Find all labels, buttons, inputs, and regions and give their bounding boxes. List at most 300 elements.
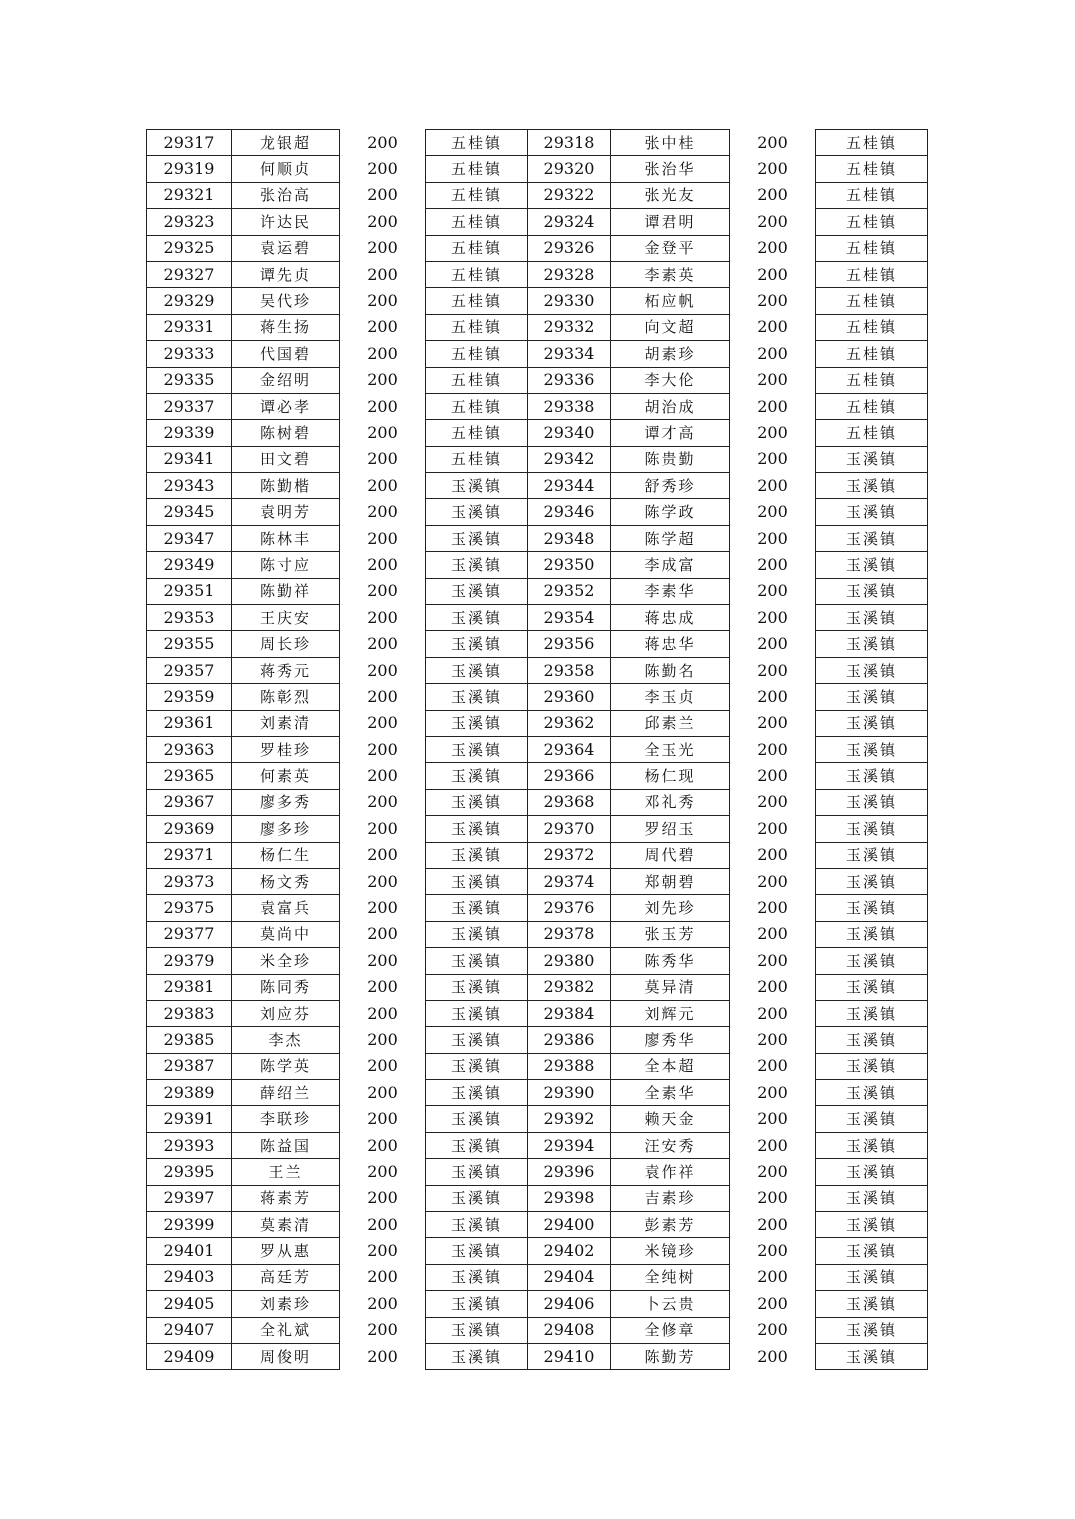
record-number-cell: 29398 [528, 1185, 611, 1211]
person-name-cell: 全礼斌 [232, 1317, 340, 1343]
person-name-cell: 米镜珍 [611, 1238, 730, 1264]
township-cell: 玉溪镇 [426, 552, 528, 578]
township-cell: 玉溪镇 [426, 1159, 528, 1185]
person-name-cell: 赖天金 [611, 1106, 730, 1132]
township-cell: 玉溪镇 [816, 499, 928, 525]
township-cell: 玉溪镇 [816, 895, 928, 921]
person-name-cell: 向文超 [611, 314, 730, 340]
record-number-cell: 29344 [528, 473, 611, 499]
record-number-cell: 29399 [147, 1212, 232, 1238]
township-cell: 玉溪镇 [816, 842, 928, 868]
amount-cell: 200 [730, 736, 816, 762]
table-row [147, 1317, 928, 1343]
township-cell: 玉溪镇 [426, 684, 528, 710]
township-cell: 五桂镇 [426, 130, 528, 156]
amount-cell: 200 [730, 657, 816, 683]
table-row [147, 816, 928, 842]
record-number-cell: 29360 [528, 684, 611, 710]
person-name-cell: 杨仁现 [611, 763, 730, 789]
person-name-cell: 罗从惠 [232, 1238, 340, 1264]
record-number-cell: 29349 [147, 552, 232, 578]
amount-cell: 200 [340, 261, 426, 287]
amount-cell: 200 [340, 288, 426, 314]
person-name-cell: 袁作祥 [611, 1159, 730, 1185]
amount-cell: 200 [730, 1027, 816, 1053]
record-number-cell: 29350 [528, 552, 611, 578]
record-number-cell: 29407 [147, 1317, 232, 1343]
township-cell: 五桂镇 [426, 182, 528, 208]
record-number-cell: 29338 [528, 393, 611, 419]
township-cell: 玉溪镇 [816, 605, 928, 631]
person-name-cell: 李成富 [611, 552, 730, 578]
township-cell: 玉溪镇 [816, 948, 928, 974]
record-number-cell: 29372 [528, 842, 611, 868]
record-number-cell: 29408 [528, 1317, 611, 1343]
person-name-cell: 金绍明 [232, 367, 340, 393]
amount-cell: 200 [340, 499, 426, 525]
amount-cell: 200 [730, 763, 816, 789]
table-row [147, 261, 928, 287]
township-cell: 玉溪镇 [816, 1238, 928, 1264]
township-cell: 玉溪镇 [816, 1264, 928, 1290]
township-cell: 玉溪镇 [816, 631, 928, 657]
record-number-cell: 29343 [147, 473, 232, 499]
amount-cell: 200 [730, 1264, 816, 1290]
record-number-cell: 29336 [528, 367, 611, 393]
record-number-cell: 29337 [147, 393, 232, 419]
amount-cell: 200 [730, 1291, 816, 1317]
amount-cell: 200 [730, 341, 816, 367]
record-number-cell: 29352 [528, 578, 611, 604]
table-row [147, 235, 928, 261]
record-number-cell: 29373 [147, 868, 232, 894]
township-cell: 玉溪镇 [426, 868, 528, 894]
record-number-cell: 29354 [528, 605, 611, 631]
record-number-cell: 29321 [147, 182, 232, 208]
record-number-cell: 29325 [147, 235, 232, 261]
township-cell: 五桂镇 [816, 288, 928, 314]
township-cell: 玉溪镇 [426, 1132, 528, 1158]
person-name-cell: 全素华 [611, 1080, 730, 1106]
township-cell: 玉溪镇 [816, 736, 928, 762]
person-name-cell: 蒋秀元 [232, 657, 340, 683]
table-row [147, 631, 928, 657]
person-name-cell: 廖秀华 [611, 1027, 730, 1053]
amount-cell: 200 [340, 816, 426, 842]
record-number-cell: 29330 [528, 288, 611, 314]
person-name-cell: 莫素清 [232, 1212, 340, 1238]
person-name-cell: 罗绍玉 [611, 816, 730, 842]
record-number-cell: 29340 [528, 420, 611, 446]
amount-cell: 200 [730, 1132, 816, 1158]
person-name-cell: 舒秀珍 [611, 473, 730, 499]
amount-cell: 200 [340, 578, 426, 604]
amount-cell: 200 [730, 1212, 816, 1238]
township-cell: 玉溪镇 [426, 1291, 528, 1317]
amount-cell: 200 [730, 209, 816, 235]
person-name-cell: 陈学超 [611, 525, 730, 551]
township-cell: 玉溪镇 [426, 1053, 528, 1079]
person-name-cell: 张玉芳 [611, 921, 730, 947]
township-cell: 玉溪镇 [816, 552, 928, 578]
record-number-cell: 29391 [147, 1106, 232, 1132]
person-name-cell: 廖多珍 [232, 816, 340, 842]
township-cell: 五桂镇 [426, 261, 528, 287]
record-number-cell: 29389 [147, 1080, 232, 1106]
amount-cell: 200 [730, 1343, 816, 1369]
amount-cell: 200 [730, 948, 816, 974]
township-cell: 玉溪镇 [426, 657, 528, 683]
person-name-cell: 李大伦 [611, 367, 730, 393]
amount-cell: 200 [730, 552, 816, 578]
record-number-cell: 29342 [528, 446, 611, 472]
person-name-cell: 罗桂珍 [232, 736, 340, 762]
person-name-cell: 蒋忠成 [611, 605, 730, 631]
township-cell: 五桂镇 [426, 446, 528, 472]
township-cell: 玉溪镇 [816, 1212, 928, 1238]
township-cell: 玉溪镇 [816, 868, 928, 894]
table-row [147, 868, 928, 894]
amount-cell: 200 [730, 393, 816, 419]
person-name-cell: 龙银超 [232, 130, 340, 156]
township-cell: 玉溪镇 [426, 605, 528, 631]
person-name-cell: 蒋忠华 [611, 631, 730, 657]
township-cell: 五桂镇 [816, 261, 928, 287]
person-name-cell: 陈勤祥 [232, 578, 340, 604]
amount-cell: 200 [730, 473, 816, 499]
record-number-cell: 29357 [147, 657, 232, 683]
person-name-cell: 王庆安 [232, 605, 340, 631]
person-name-cell: 谭先贞 [232, 261, 340, 287]
person-name-cell: 陈勤名 [611, 657, 730, 683]
township-cell: 玉溪镇 [426, 631, 528, 657]
township-cell: 玉溪镇 [816, 763, 928, 789]
person-name-cell: 杨仁生 [232, 842, 340, 868]
table-row [147, 684, 928, 710]
township-cell: 玉溪镇 [426, 763, 528, 789]
record-number-cell: 29374 [528, 868, 611, 894]
table-row [147, 1132, 928, 1158]
township-cell: 玉溪镇 [426, 974, 528, 1000]
amount-cell: 200 [340, 631, 426, 657]
person-name-cell: 陈树碧 [232, 420, 340, 446]
person-name-cell: 全玉光 [611, 736, 730, 762]
table-row [147, 1106, 928, 1132]
record-number-cell: 29369 [147, 816, 232, 842]
township-cell: 玉溪镇 [426, 1264, 528, 1290]
township-cell: 五桂镇 [426, 314, 528, 340]
table-row [147, 209, 928, 235]
amount-cell: 200 [340, 473, 426, 499]
amount-cell: 200 [730, 1106, 816, 1132]
amount-cell: 200 [730, 710, 816, 736]
table-row [147, 1027, 928, 1053]
record-number-cell: 29404 [528, 1264, 611, 1290]
record-number-cell: 29334 [528, 341, 611, 367]
township-cell: 玉溪镇 [426, 1212, 528, 1238]
record-number-cell: 29381 [147, 974, 232, 1000]
amount-cell: 200 [340, 182, 426, 208]
amount-cell: 200 [340, 842, 426, 868]
amount-cell: 200 [340, 1212, 426, 1238]
amount-cell: 200 [340, 341, 426, 367]
township-cell: 五桂镇 [816, 341, 928, 367]
amount-cell: 200 [730, 684, 816, 710]
table-row [147, 789, 928, 815]
amount-cell: 200 [340, 921, 426, 947]
amount-cell: 200 [730, 261, 816, 287]
person-name-cell: 全纯树 [611, 1264, 730, 1290]
table-row [147, 1212, 928, 1238]
table-row [147, 473, 928, 499]
person-name-cell: 刘先珍 [611, 895, 730, 921]
township-cell: 五桂镇 [426, 393, 528, 419]
person-name-cell: 彭素芳 [611, 1212, 730, 1238]
township-cell: 玉溪镇 [816, 473, 928, 499]
person-name-cell: 代国碧 [232, 341, 340, 367]
person-name-cell: 袁明芳 [232, 499, 340, 525]
record-number-cell: 29385 [147, 1027, 232, 1053]
township-cell: 玉溪镇 [816, 1132, 928, 1158]
amount-cell: 200 [730, 499, 816, 525]
amount-cell: 200 [730, 816, 816, 842]
township-cell: 玉溪镇 [816, 684, 928, 710]
person-name-cell: 许达民 [232, 209, 340, 235]
record-number-cell: 29402 [528, 1238, 611, 1264]
township-cell: 五桂镇 [426, 209, 528, 235]
table-row [147, 1053, 928, 1079]
township-cell: 玉溪镇 [816, 1185, 928, 1211]
table-row [147, 1000, 928, 1026]
record-number-cell: 29327 [147, 261, 232, 287]
record-number-cell: 29364 [528, 736, 611, 762]
person-name-cell: 田文碧 [232, 446, 340, 472]
person-name-cell: 廖多秀 [232, 789, 340, 815]
record-number-cell: 29329 [147, 288, 232, 314]
record-number-cell: 29358 [528, 657, 611, 683]
amount-cell: 200 [340, 1159, 426, 1185]
amount-cell: 200 [340, 1343, 426, 1369]
person-name-cell: 张光友 [611, 182, 730, 208]
record-number-cell: 29331 [147, 314, 232, 340]
record-number-cell: 29410 [528, 1343, 611, 1369]
amount-cell: 200 [730, 1000, 816, 1026]
township-cell: 五桂镇 [426, 156, 528, 182]
township-cell: 玉溪镇 [816, 1106, 928, 1132]
record-number-cell: 29319 [147, 156, 232, 182]
allowance-roster-table [146, 129, 928, 1370]
amount-cell: 200 [730, 314, 816, 340]
township-cell: 玉溪镇 [426, 1317, 528, 1343]
amount-cell: 200 [340, 1317, 426, 1343]
amount-cell: 200 [730, 842, 816, 868]
record-number-cell: 29401 [147, 1238, 232, 1264]
table-row [147, 605, 928, 631]
person-name-cell: 卜云贵 [611, 1291, 730, 1317]
table-row [147, 710, 928, 736]
person-name-cell: 胡素珍 [611, 341, 730, 367]
township-cell: 五桂镇 [816, 130, 928, 156]
amount-cell: 200 [340, 736, 426, 762]
table-row [147, 314, 928, 340]
township-cell: 五桂镇 [816, 420, 928, 446]
record-number-cell: 29348 [528, 525, 611, 551]
township-cell: 玉溪镇 [816, 816, 928, 842]
person-name-cell: 周俊明 [232, 1343, 340, 1369]
amount-cell: 200 [730, 1317, 816, 1343]
township-cell: 玉溪镇 [426, 895, 528, 921]
township-cell: 五桂镇 [426, 420, 528, 446]
amount-cell: 200 [340, 895, 426, 921]
person-name-cell: 陈寸应 [232, 552, 340, 578]
table-row [147, 974, 928, 1000]
record-number-cell: 29322 [528, 182, 611, 208]
amount-cell: 200 [340, 393, 426, 419]
record-number-cell: 29361 [147, 710, 232, 736]
person-name-cell: 柘应帆 [611, 288, 730, 314]
person-name-cell: 陈秀华 [611, 948, 730, 974]
person-name-cell: 张治高 [232, 182, 340, 208]
table-row [147, 420, 928, 446]
township-cell: 玉溪镇 [816, 1317, 928, 1343]
township-cell: 玉溪镇 [426, 1027, 528, 1053]
township-cell: 玉溪镇 [816, 1080, 928, 1106]
record-number-cell: 29324 [528, 209, 611, 235]
amount-cell: 200 [730, 156, 816, 182]
record-number-cell: 29318 [528, 130, 611, 156]
amount-cell: 200 [340, 1185, 426, 1211]
person-name-cell: 全本超 [611, 1053, 730, 1079]
amount-cell: 200 [340, 1291, 426, 1317]
amount-cell: 200 [340, 1053, 426, 1079]
township-cell: 玉溪镇 [426, 525, 528, 551]
person-name-cell: 李素华 [611, 578, 730, 604]
amount-cell: 200 [340, 1132, 426, 1158]
record-number-cell: 29326 [528, 235, 611, 261]
table-row [147, 578, 928, 604]
amount-cell: 200 [730, 130, 816, 156]
amount-cell: 200 [730, 235, 816, 261]
amount-cell: 200 [730, 1080, 816, 1106]
amount-cell: 200 [340, 209, 426, 235]
township-cell: 五桂镇 [816, 182, 928, 208]
record-number-cell: 29379 [147, 948, 232, 974]
person-name-cell: 陈勤楷 [232, 473, 340, 499]
amount-cell: 200 [340, 1106, 426, 1132]
person-name-cell: 刘辉元 [611, 1000, 730, 1026]
table-row [147, 921, 928, 947]
township-cell: 五桂镇 [426, 341, 528, 367]
amount-cell: 200 [340, 763, 426, 789]
record-number-cell: 29386 [528, 1027, 611, 1053]
record-number-cell: 29335 [147, 367, 232, 393]
township-cell: 玉溪镇 [426, 499, 528, 525]
person-name-cell: 谭必孝 [232, 393, 340, 419]
township-cell: 玉溪镇 [816, 710, 928, 736]
record-number-cell: 29345 [147, 499, 232, 525]
township-cell: 五桂镇 [816, 367, 928, 393]
person-name-cell: 张中桂 [611, 130, 730, 156]
person-name-cell: 王兰 [232, 1159, 340, 1185]
record-number-cell: 29328 [528, 261, 611, 287]
record-number-cell: 29365 [147, 763, 232, 789]
amount-cell: 200 [730, 1185, 816, 1211]
person-name-cell: 邱素兰 [611, 710, 730, 736]
table-row [147, 895, 928, 921]
amount-cell: 200 [340, 235, 426, 261]
amount-cell: 200 [340, 605, 426, 631]
table-row [147, 1264, 928, 1290]
record-number-cell: 29378 [528, 921, 611, 947]
person-name-cell: 周代碧 [611, 842, 730, 868]
amount-cell: 200 [340, 868, 426, 894]
amount-cell: 200 [340, 1080, 426, 1106]
township-cell: 五桂镇 [426, 288, 528, 314]
amount-cell: 200 [340, 552, 426, 578]
person-name-cell: 何顺贞 [232, 156, 340, 182]
person-name-cell: 袁运碧 [232, 235, 340, 261]
amount-cell: 200 [730, 420, 816, 446]
record-number-cell: 29390 [528, 1080, 611, 1106]
person-name-cell: 李玉贞 [611, 684, 730, 710]
amount-cell: 200 [730, 182, 816, 208]
person-name-cell: 陈彰烈 [232, 684, 340, 710]
amount-cell: 200 [340, 420, 426, 446]
record-number-cell: 29394 [528, 1132, 611, 1158]
table-body [147, 130, 928, 1370]
table-row [147, 525, 928, 551]
amount-cell: 200 [340, 948, 426, 974]
amount-cell: 200 [340, 1000, 426, 1026]
amount-cell: 200 [730, 288, 816, 314]
amount-cell: 200 [340, 710, 426, 736]
person-name-cell: 全修章 [611, 1317, 730, 1343]
township-cell: 玉溪镇 [816, 1159, 928, 1185]
amount-cell: 200 [730, 974, 816, 1000]
person-name-cell: 周长珍 [232, 631, 340, 657]
township-cell: 玉溪镇 [426, 473, 528, 499]
record-number-cell: 29406 [528, 1291, 611, 1317]
table-row [147, 182, 928, 208]
table-row [147, 1291, 928, 1317]
table-row [147, 763, 928, 789]
record-number-cell: 29384 [528, 1000, 611, 1026]
record-number-cell: 29363 [147, 736, 232, 762]
amount-cell: 200 [340, 525, 426, 551]
amount-cell: 200 [340, 974, 426, 1000]
table-row [147, 1185, 928, 1211]
record-number-cell: 29371 [147, 842, 232, 868]
person-name-cell: 刘素珍 [232, 1291, 340, 1317]
township-cell: 玉溪镇 [426, 1106, 528, 1132]
record-number-cell: 29323 [147, 209, 232, 235]
person-name-cell: 张治华 [611, 156, 730, 182]
record-number-cell: 29397 [147, 1185, 232, 1211]
record-number-cell: 29400 [528, 1212, 611, 1238]
record-number-cell: 29346 [528, 499, 611, 525]
table-row [147, 552, 928, 578]
record-number-cell: 29388 [528, 1053, 611, 1079]
township-cell: 玉溪镇 [816, 921, 928, 947]
table-row [147, 499, 928, 525]
township-cell: 五桂镇 [426, 367, 528, 393]
person-name-cell: 刘素清 [232, 710, 340, 736]
township-cell: 五桂镇 [816, 156, 928, 182]
table-row [147, 842, 928, 868]
amount-cell: 200 [730, 868, 816, 894]
township-cell: 玉溪镇 [426, 710, 528, 736]
record-number-cell: 29393 [147, 1132, 232, 1158]
